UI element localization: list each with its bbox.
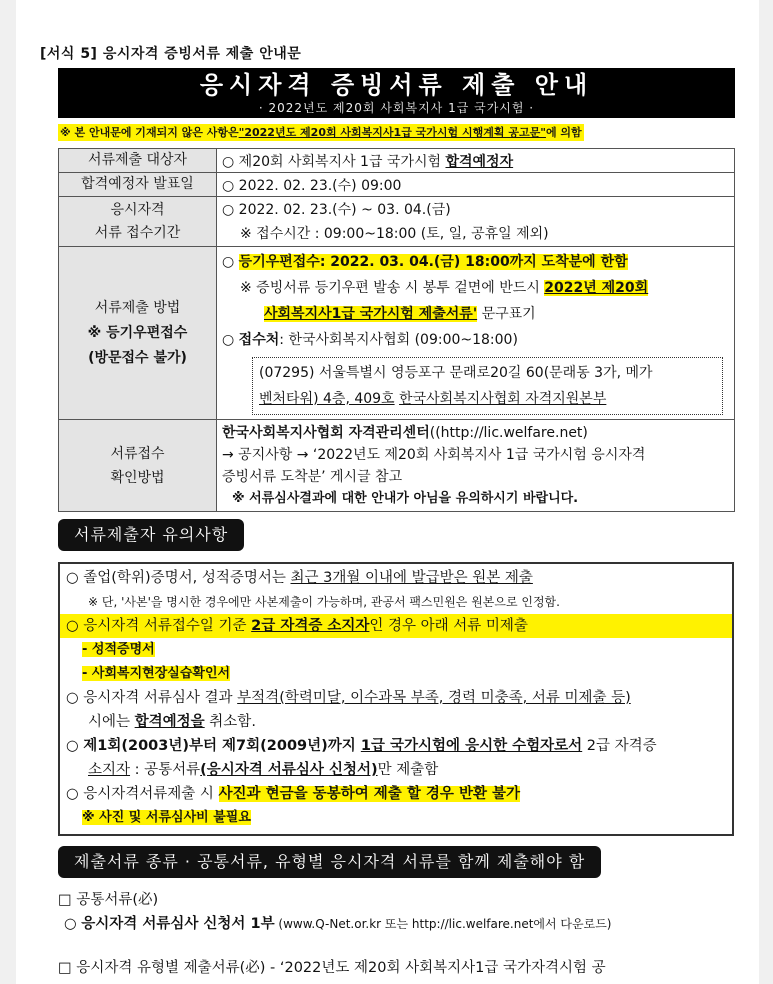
note-text: 제1회(2003년)부터 제7회(2009년)까지 — [83, 738, 361, 754]
info-table — [58, 148, 735, 512]
document-list — [58, 888, 738, 980]
row-text: → 공지사항 → ‘2022년도 제20회 사회복지사 1급 국가시험 응시자격 — [222, 447, 646, 463]
address-box — [252, 357, 723, 415]
note-text: : 공통서류 — [130, 762, 201, 778]
note-text: 2급 자격증 소지자 — [251, 618, 370, 634]
row-header — [59, 420, 217, 512]
row-text: 제20회 사회복지사 1급 국가시험 — [238, 153, 446, 170]
note-text: 인 경우 아래 서류 미제출 — [369, 618, 528, 634]
note-text: 1급 국가시험에 응시한 수험자로서 — [360, 738, 583, 754]
row-header-line: ※ 등기우편접수 — [87, 324, 188, 341]
row-header-line: 서류제출 방법 — [94, 299, 181, 316]
row-header-line: 응시자격 — [110, 201, 165, 218]
list-item: □ 공통서류(必) — [58, 892, 159, 908]
row-value — [217, 420, 735, 512]
form-label: [서식 5] 응시자격 증빙서류 제출 안내문 — [40, 46, 302, 62]
note-text: ※ 단, '사본'을 명시한 경우에만 사본제출이 가능하며, 관공서 팩스민원은 원본으로 인정함. — [88, 595, 560, 609]
reference-note-link: "2022년도 제20회 사회복지사1급 국가시험 시행계획 공고문" — [238, 126, 546, 139]
table-row — [59, 197, 735, 247]
reference-note-suffix: 에 의함 — [545, 126, 582, 139]
note-text: - 사회복지현장실습확인서 — [82, 666, 231, 681]
note-text: (응시자격 서류심사 신청서) — [200, 762, 378, 778]
document-title: 응시자격 증빙서류 제출 안내 — [199, 71, 594, 99]
note-text: - 성적증명서 — [82, 642, 155, 657]
row-header — [59, 247, 217, 420]
row-header-line: 서류 접수기간 — [94, 224, 181, 241]
note-text: ○ 응시자격 서류접수일 기준 — [66, 618, 252, 634]
row-text: 한국사회복지사협회 자격관리센터 — [222, 425, 430, 441]
note-text: 취소함. — [204, 714, 256, 730]
row-text: ○ 2022. 02. 23.(수) ~ 03. 04.(금) — [222, 201, 451, 218]
circle-bullet: ○ — [222, 177, 235, 194]
note-text: ○ 졸업(학위)증명서, 성적증명서는 — [66, 570, 291, 586]
note-text: 시에는 — [88, 714, 135, 730]
note-text: 합격예정을 — [134, 714, 205, 730]
list-item: □ 응시자격 유형별 제출서류(必) - ‘2022년도 제20회 사회복지사1급 국가자격시험 공 — [58, 960, 606, 976]
circle-bullet: ○ — [222, 332, 235, 348]
note-text: 부적격(학력미달, 이수과목 부족, 경력 미충족, 서류 미제출 등) — [237, 690, 631, 706]
row-text: ※ 서류심사결과에 대한 안내가 아님을 유의하시기 바랍니다. — [232, 491, 579, 506]
table-row — [59, 247, 735, 420]
row-text: ※ 접수시간 : 09:00~18:00 (토, 일, 공휴일 제외) — [240, 225, 549, 242]
circle-bullet: ○ — [222, 254, 235, 270]
row-header-line: (방문접수 불가) — [88, 349, 187, 366]
note-text: ※ 사진 및 서류심사비 불필요 — [82, 810, 251, 825]
row-header: 서류제출 대상자 — [59, 149, 217, 173]
list-item: 응시자격 서류심사 신청서 1부 — [81, 916, 275, 932]
row-value — [217, 149, 735, 173]
page-margin-left — [0, 0, 16, 984]
row-header-line: 확인방법 — [110, 469, 165, 486]
note-text: 2급 자격증 — [582, 738, 657, 754]
note-text: 사진과 현금을 동봉하여 제출 할 경우 반환 불가 — [218, 786, 521, 802]
row-header — [59, 197, 217, 247]
table-row — [59, 173, 735, 197]
row-value — [217, 173, 735, 197]
note-text: ○ 응시자격서류제출 시 — [66, 786, 219, 802]
row-text: 2022. 02. 23.(수) 09:00 — [238, 177, 402, 194]
center-url: ((http://lic.welfare.net) — [429, 425, 588, 441]
document-subtitle: · 2022년도 제20회 사회복지사 1급 국가시험 · — [258, 101, 535, 115]
highlight-text: 2022년 제20회 — [544, 280, 649, 296]
title-banner — [58, 68, 735, 118]
page-margin-right — [759, 0, 773, 984]
note-text: ○ 응시자격 서류심사 결과 — [66, 690, 238, 706]
row-value — [217, 247, 735, 420]
row-text: ※ 증빙서류 등기우편 발송 시 봉투 겉면에 반드시 — [240, 280, 545, 296]
note-text: 소지자 — [88, 762, 131, 778]
section-header: 서류제출자 유의사항 — [58, 519, 244, 551]
row-header: 합격예정자 발표일 — [59, 173, 217, 197]
highlight-text: 사회복지사1급 국가시험 제출서류' — [264, 306, 478, 322]
row-text: 접수처 — [238, 332, 280, 348]
circle-bullet: ○ — [222, 153, 235, 170]
note-text: 최근 3개월 이내에 발급받은 원본 제출 — [290, 570, 533, 586]
table-row — [59, 149, 735, 173]
address-line: 한국사회복지사협회 자격지원본부 — [399, 391, 607, 407]
emphasis-text: 합격예정자 — [445, 153, 514, 170]
notes-box — [58, 562, 734, 836]
section-header: 제출서류 종류 · 공통서류, 유형별 응시자격 서류를 함께 제출해야 함 — [58, 846, 601, 878]
row-text: 문구표기 — [477, 306, 536, 322]
row-value — [217, 197, 735, 247]
address-line: (07295) 서울특별시 영등포구 문래로20길 60(문래동 3가, 메가 — [259, 365, 653, 381]
table-row — [59, 420, 735, 512]
reference-note — [58, 124, 584, 141]
row-text: 증빙서류 도착분’ 게시글 참고 — [222, 469, 403, 485]
row-header-line: 서류접수 — [110, 445, 165, 462]
reference-note-prefix: ※ 본 안내문에 기재되지 않은 사항은 — [60, 126, 239, 139]
circle-bullet: ○ — [64, 916, 77, 932]
list-item: (www.Q-Net.or.kr 또는 http://lic.welfare.net에서 다운로드) — [274, 917, 612, 931]
address-line: 벤처타워) 4층, 409호 — [259, 391, 395, 407]
delivery-deadline: 등기우편접수: 2022. 03. 04.(금) 18:00까지 도착분에 한함 — [238, 254, 628, 270]
note-text: 만 제출함 — [377, 762, 439, 778]
note-text: ○ — [66, 738, 84, 754]
row-text: : 한국사회복지사협회 (09:00~18:00) — [279, 332, 518, 348]
